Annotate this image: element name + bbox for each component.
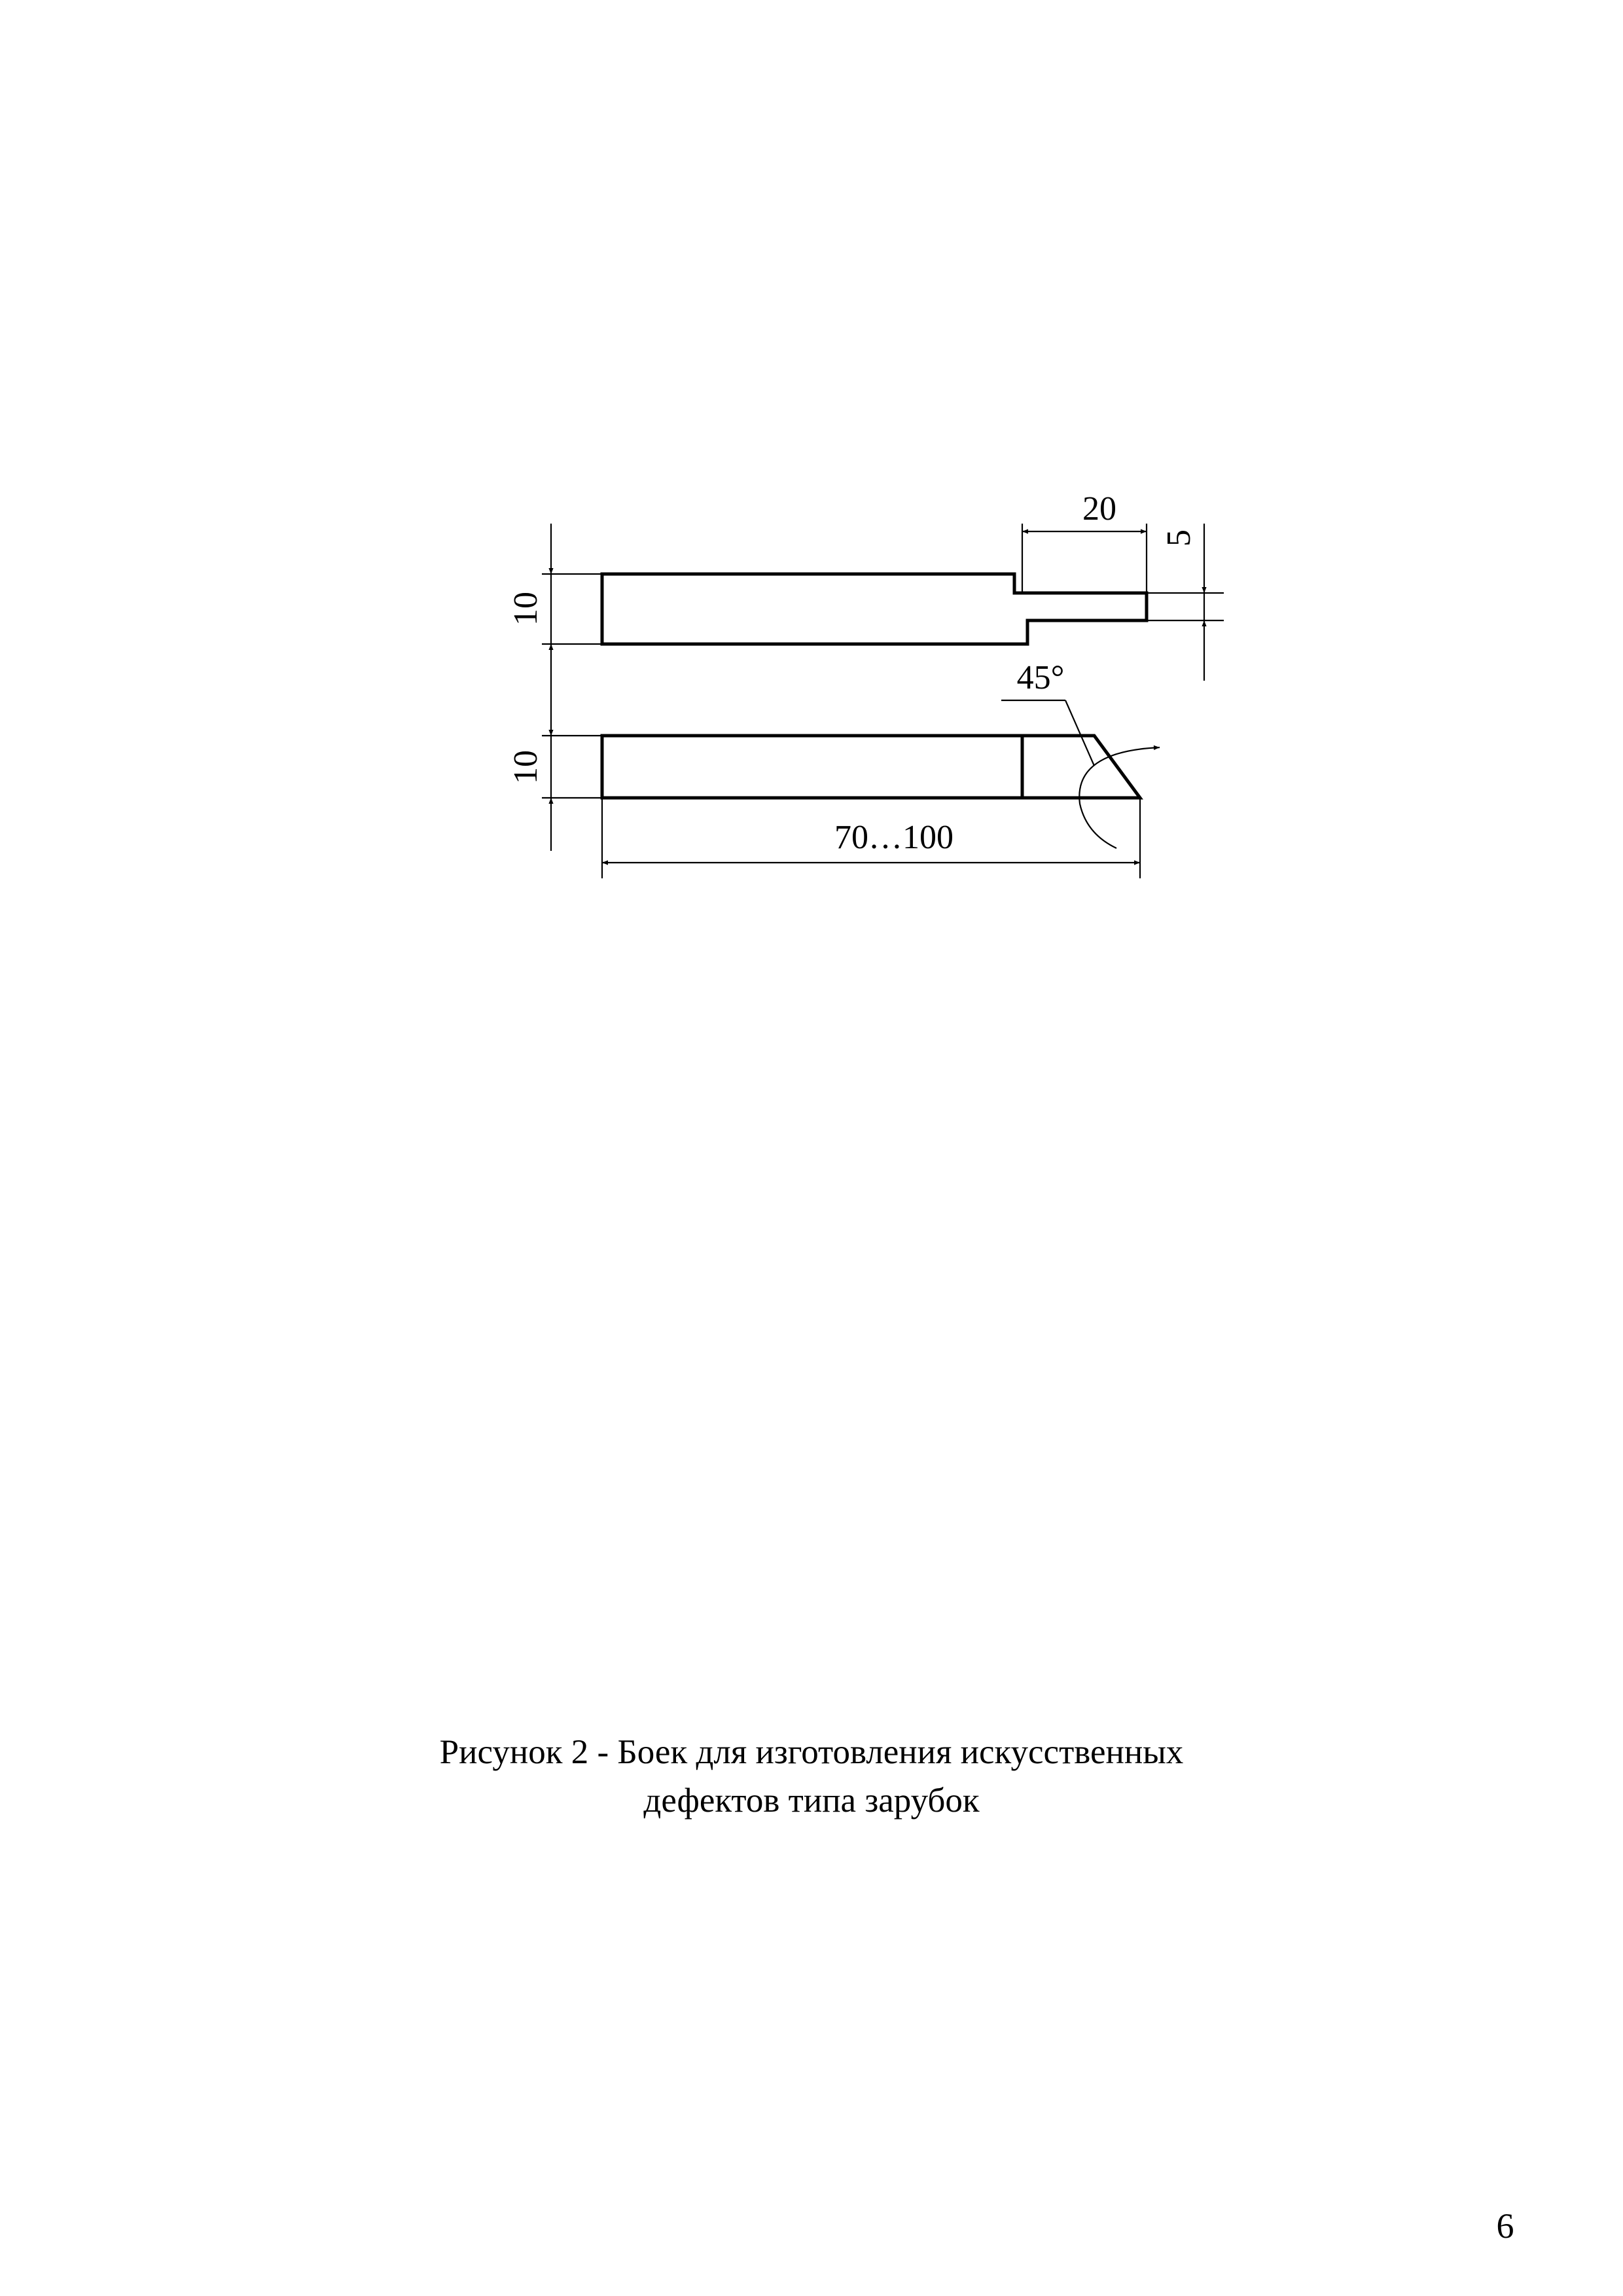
figure-caption-line-1: Рисунок 2 - Боек для изготовления искусственных (439, 1733, 1184, 1771)
top-view-outline (602, 574, 1147, 644)
dim-step-5: 5 (1160, 529, 1198, 547)
page-number: 6 (1496, 2206, 1514, 2246)
dim-height-top-10: 10 (507, 592, 544, 626)
dim-width-20: 20 (1082, 490, 1116, 528)
dim-height-bottom-10: 10 (507, 750, 544, 784)
dim-angle-45: 45° (1016, 659, 1065, 696)
dim-length-70-100: 70…100 (834, 819, 954, 856)
figure-caption-line-2: дефектов типа зарубок (643, 1782, 980, 1820)
bottom-view-outline (602, 736, 1140, 798)
